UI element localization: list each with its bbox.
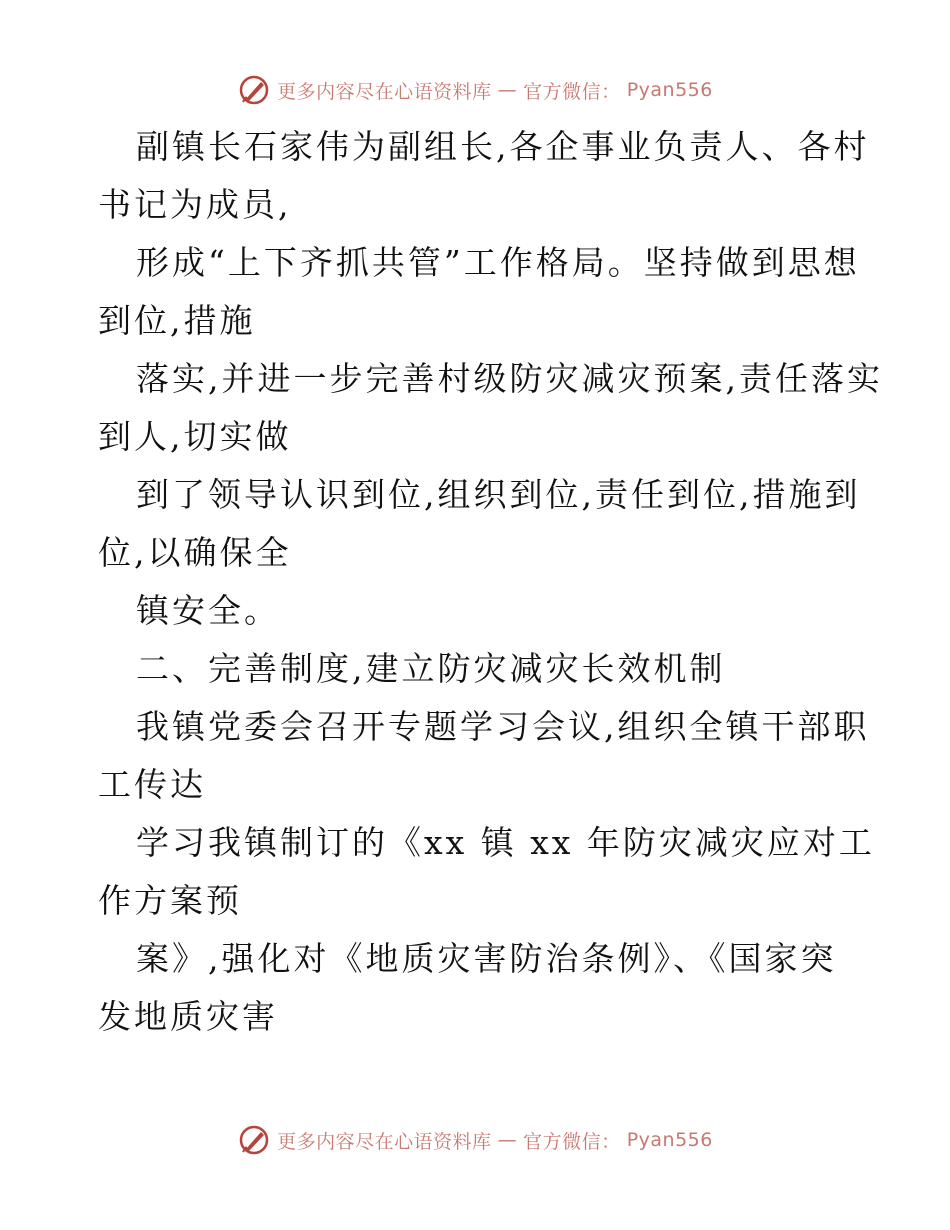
watermark-wechat-id: Pyan556 bbox=[626, 79, 713, 101]
text-line: 到了领导认识到位,组织到位,责任到位,措施到 bbox=[136, 475, 861, 514]
pen-logo-icon bbox=[237, 73, 271, 107]
watermark-text: 更多内容尽在心语资料库 bbox=[277, 1130, 492, 1153]
watermark-separator: — bbox=[497, 79, 518, 101]
text-line: 我镇党委会召开专题学习会议,组织全镇干部职 bbox=[136, 707, 870, 746]
watermark-label: 官方微信： bbox=[523, 1130, 621, 1153]
text-line: 落实,并进一步完善村级防灾减灾预案,责任落实 bbox=[136, 359, 883, 398]
text-line: 形成“上下齐抓共管”工作格局。坚持做到思想 bbox=[136, 243, 860, 282]
text-line: 副镇长石家伟为副组长,各企事业负责人、各村 bbox=[136, 127, 870, 166]
watermark-label: 官方微信： bbox=[523, 80, 621, 103]
pen-logo-icon bbox=[237, 1123, 271, 1157]
text-line: 书记为成员, bbox=[98, 185, 292, 224]
watermark-wechat-id: Pyan556 bbox=[626, 1129, 713, 1151]
text-line: 到人,切实做 bbox=[98, 417, 292, 456]
footer-watermark bbox=[0, 1120, 950, 1160]
header-watermark bbox=[0, 70, 950, 110]
document-body bbox=[98, 118, 883, 1046]
text-line: 作方案预 bbox=[98, 881, 242, 920]
text-line: 镇安全。 bbox=[136, 591, 280, 630]
text-line: 到位,措施 bbox=[98, 301, 256, 340]
watermark-separator: — bbox=[497, 1129, 518, 1151]
text-line: 案》,强化对《地质灾害防治条例》、《国家突 bbox=[136, 939, 837, 978]
text-line: 发地质灾害 bbox=[98, 997, 278, 1036]
text-line: 工传达 bbox=[98, 765, 206, 804]
text-line: 学习我镇制订的《xx 镇 xx 年防灾减灾应对工 bbox=[136, 823, 875, 862]
text-line: 位,以确保全 bbox=[98, 533, 292, 572]
watermark-text: 更多内容尽在心语资料库 bbox=[277, 80, 492, 103]
section-heading: 二、完善制度,建立防灾减灾长效机制 bbox=[136, 649, 726, 688]
